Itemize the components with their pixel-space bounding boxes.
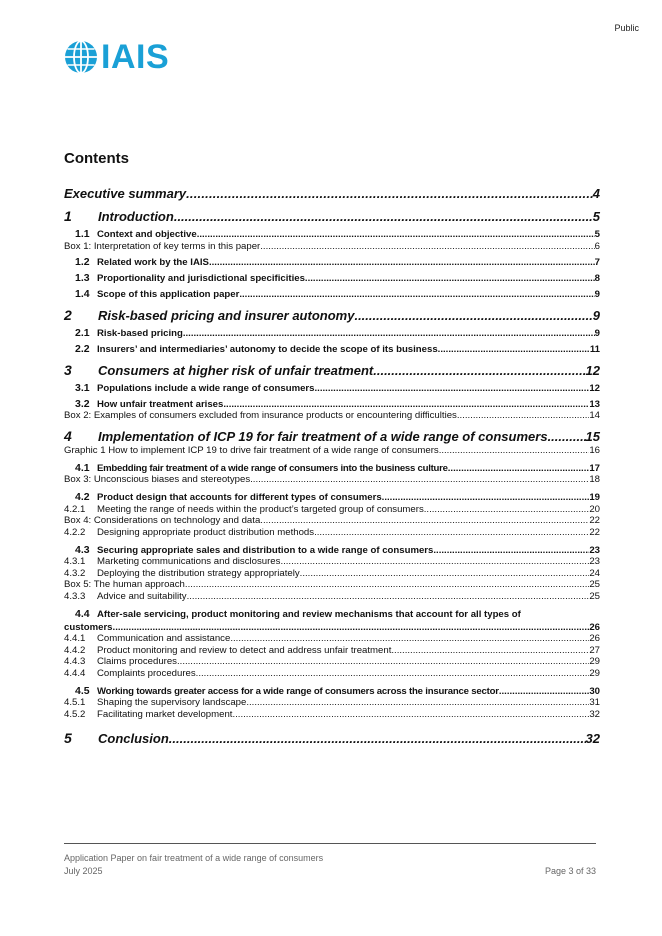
dot-leader xyxy=(185,579,589,590)
page-title: Contents xyxy=(64,150,129,167)
toc-page: 22 xyxy=(589,515,600,526)
dot-leader xyxy=(246,697,589,708)
logo-text: IAIS xyxy=(101,38,170,76)
toc-subsection-4-3-1[interactable] xyxy=(64,556,600,568)
dot-leader xyxy=(433,545,589,556)
toc-page: 15 xyxy=(585,429,600,444)
toc-number: 4.4.2 xyxy=(64,644,86,656)
toc-page: 9 xyxy=(594,288,600,300)
dot-leader xyxy=(174,209,593,224)
toc-number: 2.1 xyxy=(75,326,90,339)
dot-leader xyxy=(499,686,589,697)
toc-title: Deploying the distribution strategy appropriately xyxy=(97,567,300,579)
toc-title: Introduction xyxy=(98,209,174,224)
dot-leader xyxy=(169,731,586,746)
dot-leader xyxy=(439,445,590,456)
toc-page: 19 xyxy=(589,492,600,503)
toc-page: 9 xyxy=(594,327,600,339)
toc-title: Populations include a wide range of consumers xyxy=(97,382,315,394)
toc-number: 4.5.2 xyxy=(64,708,86,720)
toc-title-line-2: customers xyxy=(64,621,113,633)
dot-leader xyxy=(448,463,590,474)
toc-section-2-1[interactable] xyxy=(64,325,600,339)
toc-graphic-1[interactable] xyxy=(64,444,600,456)
toc-chapter-1[interactable] xyxy=(64,202,600,224)
footer-document-title: Application Paper on fair treatment of a wide range of consumers xyxy=(64,853,324,863)
toc-title: Box 5: The human approach xyxy=(64,579,185,590)
toc-page: 12 xyxy=(589,382,600,394)
dot-leader xyxy=(183,328,595,339)
toc-number: 4.4.4 xyxy=(64,667,86,679)
toc-number: 1.3 xyxy=(75,271,90,284)
toc-title: Shaping the supervisory landscape xyxy=(97,697,247,708)
toc-page: 30 xyxy=(589,685,600,697)
toc-page: 27 xyxy=(589,644,600,656)
toc-number: 4.3 xyxy=(75,543,90,556)
toc-title: Advice and suitability xyxy=(97,590,187,602)
toc-title: Implementation of ICP 19 for fair treatment of a wide range of consumers xyxy=(98,429,548,444)
toc-page: 22 xyxy=(589,526,600,538)
toc-title: Context and objective xyxy=(97,229,197,240)
toc-title: Consumers at higher risk of unfair treatment xyxy=(98,362,374,378)
toc-title: Communication and assistance xyxy=(97,633,231,644)
toc-chapter-5[interactable] xyxy=(64,724,600,746)
dot-leader xyxy=(187,591,590,602)
toc-box-2[interactable] xyxy=(64,410,600,422)
dot-leader xyxy=(314,527,589,538)
toc-title: Designing appropriate product distribution methods xyxy=(97,526,315,538)
toc-title: Claims procedures xyxy=(97,656,177,667)
toc-page: 5 xyxy=(594,229,600,240)
dot-leader xyxy=(391,645,589,656)
dot-leader xyxy=(260,515,589,526)
toc-page: 25 xyxy=(589,590,600,602)
toc-page: 31 xyxy=(589,697,600,708)
dot-leader xyxy=(260,241,594,252)
toc-title: Facilitating market development xyxy=(97,708,233,720)
toc-number: 1 xyxy=(64,208,72,224)
toc-title: Marketing communications and disclosures xyxy=(97,556,281,567)
dot-leader xyxy=(230,633,589,644)
toc-title: Securing appropriate sales and distribution to a wide range of consumers xyxy=(97,544,434,556)
toc-title: Proportionality and jurisdictional specificities xyxy=(97,272,305,284)
toc-title-line-1: After-sale servicing, product monitoring and review mechanisms that account for all types of xyxy=(97,608,521,620)
dot-leader xyxy=(177,656,589,667)
dot-leader xyxy=(186,186,593,201)
dot-leader xyxy=(232,709,589,720)
dot-leader xyxy=(315,383,590,394)
toc-chapter-3[interactable] xyxy=(64,356,600,378)
toc-number: 2.2 xyxy=(75,342,90,355)
toc-title: Working towards greater access for a wide range of consumers across the insurance sector xyxy=(97,685,499,697)
toc-section-1-4[interactable] xyxy=(64,286,600,300)
toc-page: 24 xyxy=(589,567,600,579)
toc-page: 29 xyxy=(589,667,600,679)
toc-page: 7 xyxy=(594,256,600,268)
toc-number: 4.2 xyxy=(75,491,90,503)
toc-section-1-3[interactable] xyxy=(64,270,600,284)
dot-leader xyxy=(280,556,589,567)
toc-subsection-4-4-2[interactable] xyxy=(64,644,600,656)
toc-title: Embedding fair treatment of a wide range of consumers into the business culture xyxy=(97,462,448,474)
toc-page: 13 xyxy=(589,398,600,410)
toc-number: 4.3.2 xyxy=(64,567,86,579)
dot-leader xyxy=(196,668,590,679)
toc-title: Related work by the IAIS xyxy=(97,256,209,268)
toc-box-5[interactable] xyxy=(64,579,600,591)
toc-number: 4.1 xyxy=(75,461,90,474)
toc-title: Conclusion xyxy=(98,730,169,746)
toc-page: 25 xyxy=(589,579,600,590)
toc-section-3-2[interactable] xyxy=(64,396,600,410)
toc-number: 3.1 xyxy=(75,381,90,394)
toc-title: Box 3: Unconscious biases and stereotypes xyxy=(64,474,251,485)
toc-number: 4.2.1 xyxy=(64,503,86,515)
toc-executive-summary[interactable] xyxy=(64,181,600,201)
iais-logo xyxy=(64,40,169,74)
toc-section-4-3[interactable] xyxy=(64,542,600,556)
dot-leader xyxy=(438,344,590,355)
toc-page: 16 xyxy=(589,444,600,456)
dot-leader xyxy=(424,504,590,515)
toc-number: 4.4.3 xyxy=(64,656,86,667)
toc-page: 26 xyxy=(589,633,600,644)
toc-number: 4.4 xyxy=(75,607,90,620)
toc-page: 6 xyxy=(594,240,600,252)
toc-page: 17 xyxy=(589,462,600,474)
dot-leader xyxy=(209,257,595,268)
table-of-contents xyxy=(64,181,600,746)
toc-page: 5 xyxy=(592,209,600,224)
toc-section-2-2[interactable] xyxy=(64,341,600,355)
toc-page: 8 xyxy=(594,272,600,284)
toc-number: 4.5 xyxy=(75,684,90,697)
toc-page: 18 xyxy=(589,474,600,485)
toc-number: 4.2.2 xyxy=(64,526,86,538)
toc-number: 5 xyxy=(64,729,72,746)
toc-box-4[interactable] xyxy=(64,515,600,527)
dot-leader xyxy=(223,399,589,410)
classification-label: Public xyxy=(614,23,639,33)
toc-title: Risk-based pricing xyxy=(97,327,183,339)
toc-title: Box 4: Considerations on technology and data xyxy=(64,515,261,526)
toc-chapter-4[interactable] xyxy=(64,422,600,444)
toc-subsection-4-2-1[interactable] xyxy=(64,503,600,515)
toc-page: 11 xyxy=(589,343,600,355)
toc-section-4-1[interactable] xyxy=(64,460,600,474)
dot-leader xyxy=(548,429,586,444)
dot-leader xyxy=(239,289,594,300)
toc-page: 26 xyxy=(589,621,600,633)
toc-page: 14 xyxy=(589,410,600,421)
toc-page: 23 xyxy=(589,556,600,567)
toc-subsection-4-5-2[interactable] xyxy=(64,708,600,720)
toc-subsection-4-3-3[interactable] xyxy=(64,590,600,602)
toc-section-4-2[interactable] xyxy=(64,489,600,503)
footer-page-number: Page 3 of 33 xyxy=(544,866,596,876)
toc-title: Product monitoring and review to detect and address unfair treatment xyxy=(97,644,392,656)
toc-subsection-4-3-2[interactable] xyxy=(64,567,600,579)
toc-title: Meeting the range of needs within the product’s targeted group of consumers xyxy=(97,503,424,515)
toc-page: 29 xyxy=(589,656,600,667)
toc-number: 4.4.1 xyxy=(64,633,86,644)
dot-leader xyxy=(382,492,590,503)
toc-number: 4.3.3 xyxy=(64,590,86,602)
globe-icon xyxy=(64,40,98,74)
toc-page: 32 xyxy=(589,708,600,720)
toc-number: 4.3.1 xyxy=(64,556,86,567)
toc-page: 9 xyxy=(592,307,600,323)
toc-title: Risk-based pricing and insurer autonomy xyxy=(98,307,355,323)
toc-title: Product design that accounts for different types of consumers xyxy=(97,492,382,503)
toc-subsection-4-5-1[interactable] xyxy=(64,697,600,709)
dot-leader xyxy=(300,568,590,579)
toc-number: 1.2 xyxy=(75,255,90,268)
toc-title: Box 2: Examples of consumers excluded from insurance products or encountering difficulties xyxy=(64,410,457,421)
toc-title: Executive summary xyxy=(64,186,187,201)
toc-box-1[interactable] xyxy=(64,240,600,252)
toc-title: How unfair treatment arises xyxy=(97,398,224,410)
toc-chapter-2[interactable] xyxy=(64,301,600,323)
toc-page: 12 xyxy=(585,362,600,378)
toc-title: Graphic 1 How to implement ICP 19 to drive fair treatment of a wide range of consumers xyxy=(64,444,439,456)
footer-date: July 2025 xyxy=(64,866,103,876)
toc-title: Box 1: Interpretation of key terms in this paper xyxy=(64,240,261,252)
toc-number: 2 xyxy=(64,306,72,323)
toc-section-3-1[interactable] xyxy=(64,380,600,394)
toc-page: 20 xyxy=(589,503,600,515)
toc-title: Scope of this application paper xyxy=(97,288,240,300)
dot-leader xyxy=(197,229,595,240)
dot-leader xyxy=(457,410,589,421)
toc-section-4-4[interactable] xyxy=(64,606,600,633)
toc-subsection-4-4-1[interactable] xyxy=(64,633,600,645)
toc-page: 23 xyxy=(589,544,600,556)
toc-title: Complaints procedures xyxy=(97,667,196,679)
toc-subsection-4-4-3[interactable] xyxy=(64,656,600,668)
toc-section-4-5[interactable] xyxy=(64,683,600,697)
page-footer xyxy=(64,843,596,878)
toc-number: 3 xyxy=(64,361,72,378)
toc-number: 4.5.1 xyxy=(64,697,86,708)
dot-leader xyxy=(305,273,595,284)
toc-section-1-1[interactable] xyxy=(64,226,600,240)
dot-leader xyxy=(354,308,592,323)
toc-subsection-4-4-4[interactable] xyxy=(64,667,600,679)
toc-number: 1.4 xyxy=(75,287,90,300)
toc-page: 32 xyxy=(585,730,600,746)
toc-number: 3.2 xyxy=(75,397,90,410)
toc-subsection-4-2-2[interactable] xyxy=(64,526,600,538)
toc-title: Insurers’ and intermediaries’ autonomy to decide the scope of its business xyxy=(97,343,438,355)
toc-box-3[interactable] xyxy=(64,474,600,486)
dot-leader xyxy=(250,474,589,485)
dot-leader xyxy=(113,622,590,633)
toc-number: 4 xyxy=(64,428,72,444)
dot-leader xyxy=(373,363,585,378)
toc-page: 4 xyxy=(592,186,600,201)
toc-section-1-2[interactable] xyxy=(64,254,600,268)
toc-number: 1.1 xyxy=(75,228,90,240)
